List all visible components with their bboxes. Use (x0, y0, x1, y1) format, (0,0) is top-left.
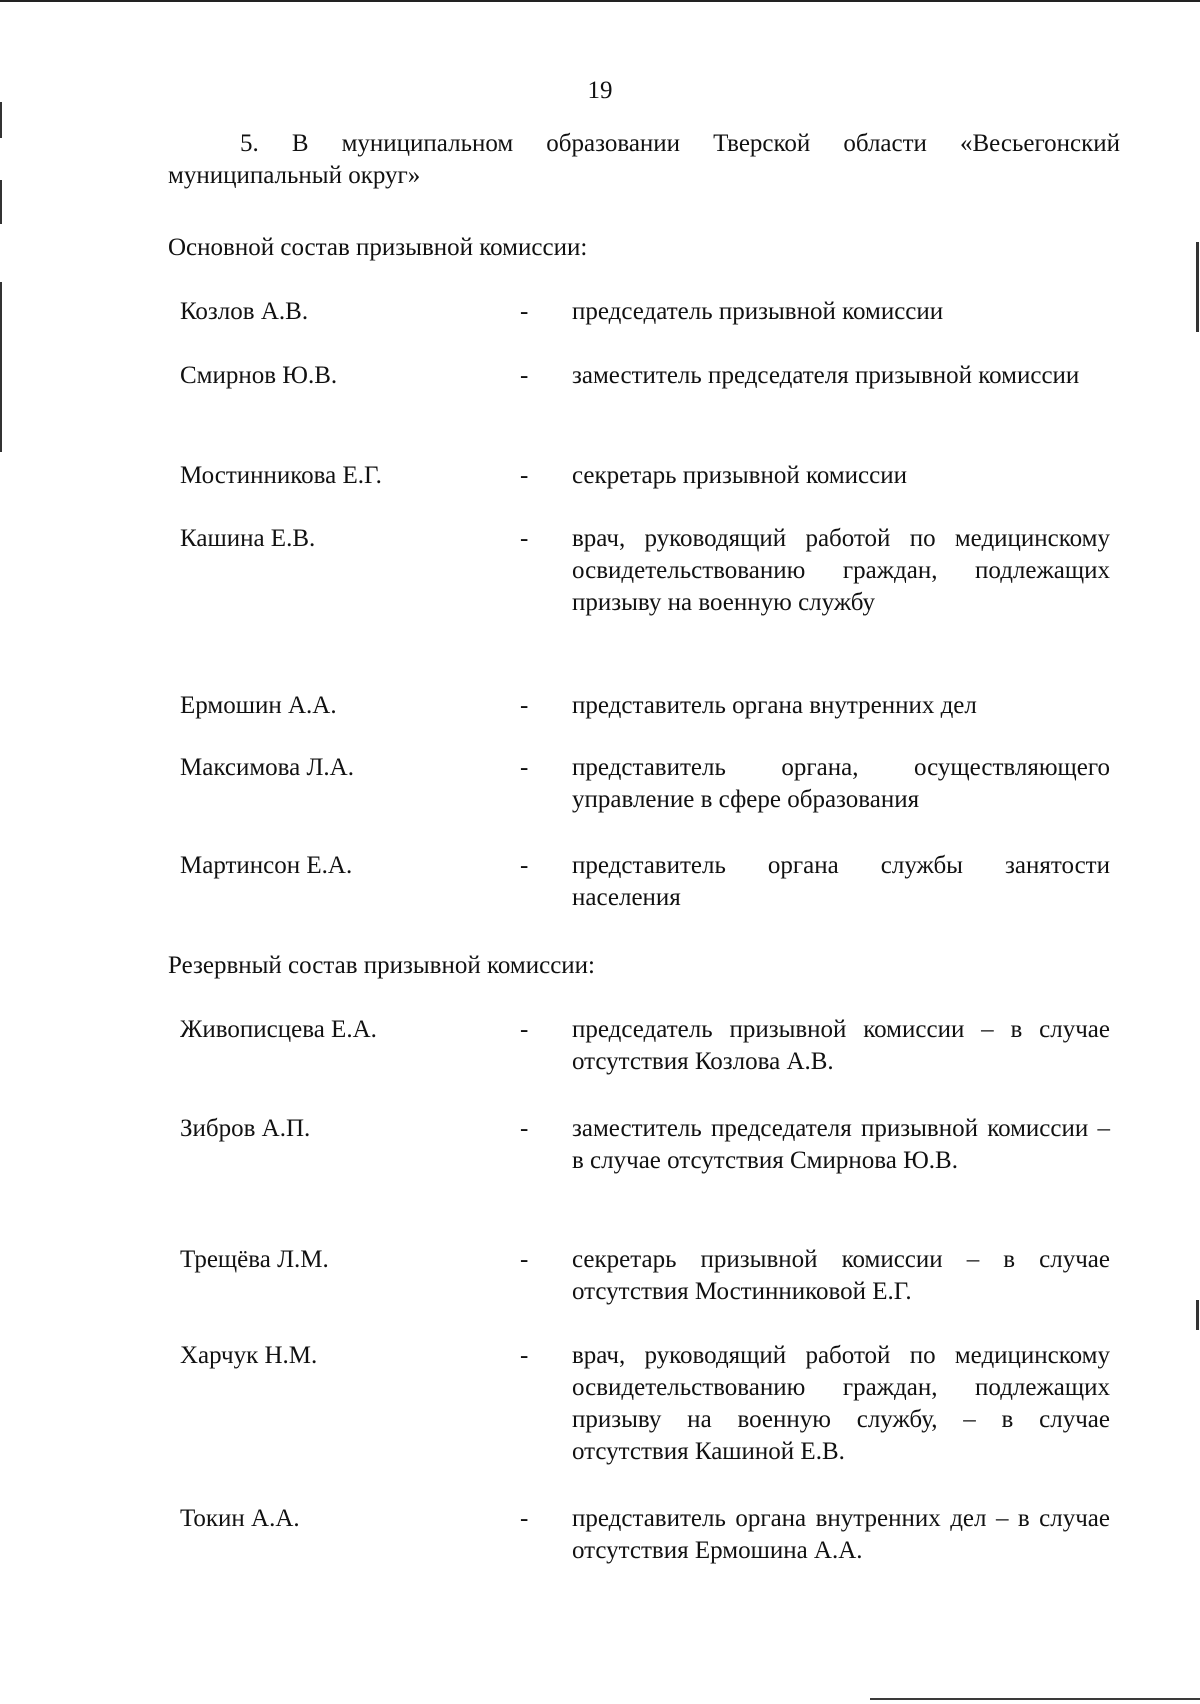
page-number: 19 (587, 77, 613, 104)
scan-edge-left (0, 180, 2, 224)
member-name: Ермошин А.А. (180, 692, 337, 719)
member-role: представитель органа внутренних дел – в случае отсутствия Ермошина А.А. (572, 1505, 1110, 1564)
intro-line-2: муниципальный округ» (168, 162, 421, 189)
member-name: Харчук Н.М. (180, 1342, 318, 1369)
member-role: секретарь призывной комиссии – в случае отсутствия Мостинниковой Е.Г. (572, 1246, 1110, 1305)
member-dash: - (520, 1016, 529, 1043)
scan-edge-top (0, 0, 1200, 2)
member-name: Мостинникова Е.Г. (180, 462, 382, 489)
member-name: Трещёва Л.М. (180, 1246, 329, 1273)
intro-paragraph (168, 128, 1120, 192)
member-name: Козлов А.В. (180, 298, 309, 325)
member-name: Максимова Л.А. (180, 754, 354, 781)
member-dash: - (520, 298, 529, 325)
member-name: Токин А.А. (180, 1505, 300, 1532)
member-name: Зибров А.П. (180, 1115, 311, 1142)
member-dash: - (520, 692, 529, 719)
scan-edge-right (1196, 242, 1199, 332)
member-name: Мартинсон Е.А. (180, 852, 353, 879)
member-name: Смирнов Ю.В. (180, 362, 338, 389)
member-dash: - (520, 1342, 529, 1369)
member-dash: - (520, 852, 529, 879)
main-composition-heading: Основной состав призывной комиссии: (168, 234, 588, 261)
member-role: председатель призывной комиссии (572, 298, 944, 325)
member-name: Кашина Е.В. (180, 525, 316, 552)
scan-edge-right (1196, 1300, 1199, 1330)
member-role: председатель призывной комиссии – в случае отсутствия Козлова А.В. (572, 1016, 1110, 1075)
member-dash: - (520, 462, 529, 489)
member-name: Живописцева Е.А. (180, 1016, 377, 1043)
member-role: представитель органа внутренних дел (572, 692, 977, 719)
member-role: заместитель председателя призывной комиссии – в случае отсутствия Смирнова Ю.В. (572, 1115, 1110, 1174)
member-dash: - (520, 1115, 529, 1142)
scan-edge-left (0, 282, 2, 452)
member-dash: - (520, 1246, 529, 1273)
member-role: врач, руководящий работой по медицинскому освидетельствованию граждан, подлежащих призыву на военную службу (572, 525, 1110, 616)
reserve-composition-heading: Резервный состав призывной комиссии: (168, 952, 595, 979)
member-role: представитель органа службы занятости населения (572, 852, 1110, 911)
member-dash: - (520, 525, 529, 552)
member-role: заместитель председателя призывной комиссии (572, 362, 1080, 389)
member-role: врач, руководящий работой по медицинскому освидетельствованию граждан, подлежащих призыву на военную службу, – в случае отсутствия Кашиной Е.В. (572, 1342, 1110, 1465)
member-dash: - (520, 754, 529, 781)
member-role: представитель органа, осуществляющего управление в сфере образования (572, 754, 1110, 813)
member-dash: - (520, 362, 529, 389)
intro-line-1: 5. В муниципальном образовании Тверской области «Весьегонский (240, 130, 1120, 157)
scan-edge-bottom (870, 1698, 1200, 1700)
member-dash: - (520, 1505, 529, 1532)
scan-edge-left (0, 102, 2, 138)
member-role: секретарь призывной комиссии (572, 462, 908, 489)
